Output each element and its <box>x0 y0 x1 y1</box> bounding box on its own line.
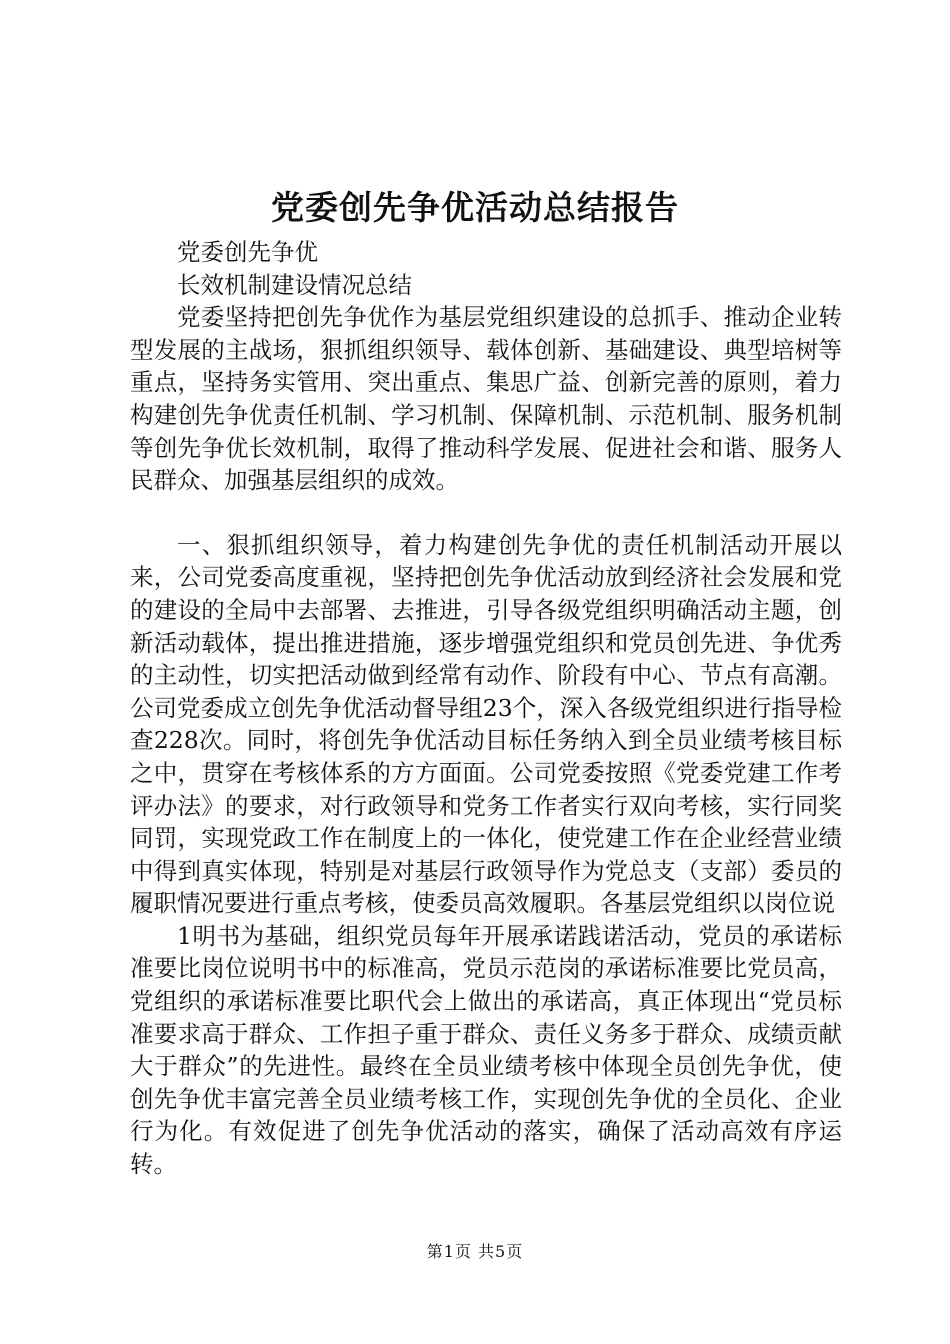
paragraph-intro: 党委坚持把创先争优作为基层党组织建设的总抓手、推动企业转型发展的主战场，狠抓组织领导、载体创新、基础建设、典型培树等重点，坚持务实管用、突出重点、集思广益、创新完善的原则，着力构建创先争优责任机制、学习机制、保障机制、示范机制、服务机制等创先争优长效机制，取得了推动科学发展、促进社会和谐、服务人民群众、加强基层组织的成效。 <box>130 303 842 495</box>
paragraph-subtitle-2: 长效机制建设情况总结 <box>177 270 412 299</box>
paragraph-section-1-continued: 1明书为基础，组织党员每年开展承诺践诺活动，党员的承诺标准要比岗位说明书中的标准高，党员示范岗的承诺标准要比党员高，党组织的承诺标准要比职代会上做出的承诺高，真正体现出“党员标准要求高于群众、工作担子重于群众、责任义务多于群众、成绩贡献大于群众”的先进性。最终在全员业绩考核中体现全员创先争优，使创先争优丰富完善全员业绩考核工作，实现创先争优的全员化、企业行为化。有效促进了创先争优活动的落实，确保了活动高效有序运转。 <box>130 921 842 1179</box>
page-number-footer: 第1页 共5页 <box>426 1242 524 1261</box>
paragraph-section-1: 一、狠抓组织领导，着力构建创先争优的责任机制活动开展以来，公司党委高度重视，坚持把创先争优活动放到经济社会发展和党的建设的全局中去部署、去推进，引导各级党组织明确活动主题，创新活动载体，提出推进措施，逐步增强党组织和党员创先进、争优秀的主动性，切实把活动做到经常有动作、阶段有中心、节点有高潮。公司党委成立创先争优活动督导组23个，深入各级党组织进行指导检查228次。同时，将创先争优活动目标任务纳入到全员业绩考核目标之中，贯穿在考核体系的方方面面。公司党委按照《党委党建工作考评办法》的要求，对行政领导和党务工作者实行双向考核，实行同奖同罚，实现党政工作在制度上的一体化，使党建工作在企业经营业绩中得到真实体现，特别是对基层行政领导作为党总支（支部）委员的履职情况要进行重点考核，使委员高效履职。各基层党组织以岗位说 <box>130 530 842 918</box>
document-body <box>130 236 842 1181</box>
document-title: 党委创先争优活动总结报告 <box>271 188 679 227</box>
paragraph-subtitle-1: 党委创先争优 <box>177 238 318 266</box>
